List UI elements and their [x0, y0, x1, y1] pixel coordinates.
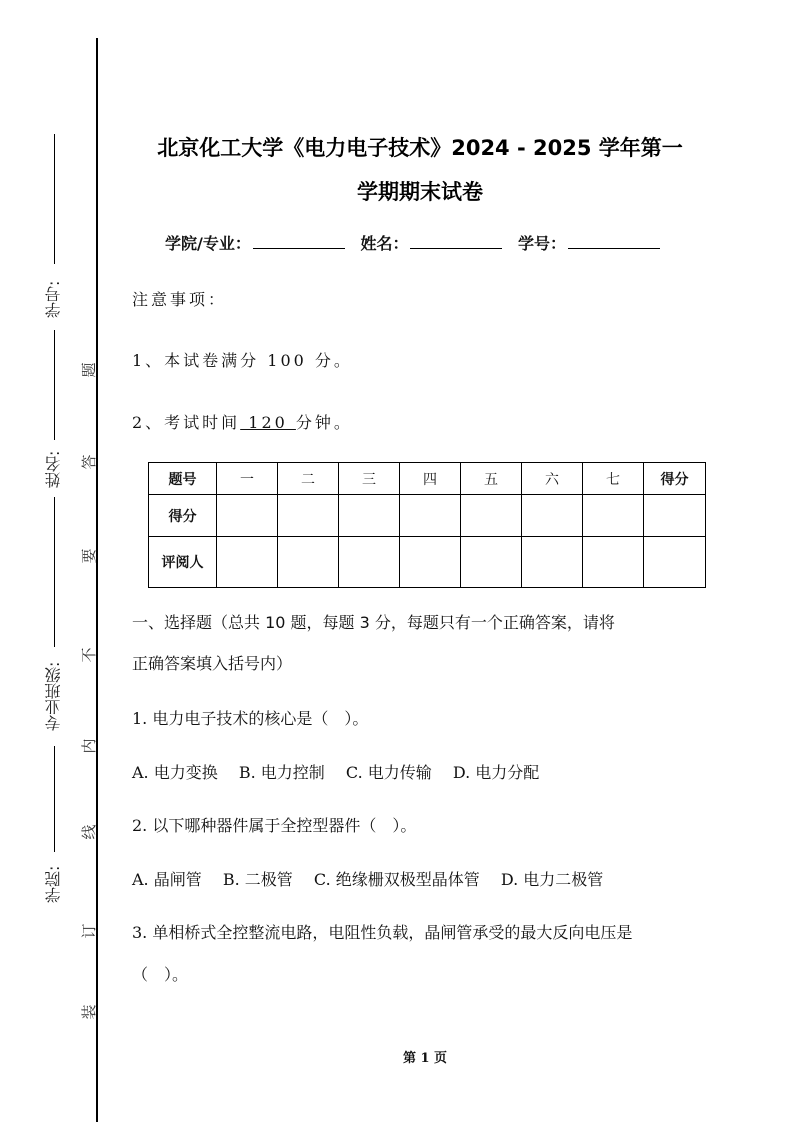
- seal-char: 答: [80, 454, 98, 470]
- option-key: A.: [132, 763, 149, 782]
- table-header-cell: 一: [217, 463, 278, 495]
- score-cell[interactable]: [339, 495, 400, 537]
- exam-title-line2: 学期期末试卷: [357, 180, 483, 204]
- option-b[interactable]: [239, 760, 325, 783]
- option-text: 电力控制: [260, 763, 325, 782]
- option-text: 电力变换: [153, 763, 218, 782]
- row-label: 评阅人: [149, 537, 217, 588]
- option-text: 晶闸管: [153, 870, 202, 889]
- score-cell[interactable]: [278, 495, 339, 537]
- question-text: 电力电子技术的核心是（ ）。: [152, 709, 369, 728]
- table-header-cell: 四: [400, 463, 461, 495]
- seal-char: 线: [80, 824, 98, 840]
- table-header-cell: 得分: [644, 463, 706, 495]
- table-header-cell: 题号: [149, 463, 217, 495]
- grader-cell[interactable]: [461, 537, 522, 588]
- seal-char: 要: [80, 548, 98, 564]
- option-text: 电力二极管: [523, 870, 604, 889]
- table-header-cell: 二: [278, 463, 339, 495]
- student-id-label: 学号：: [518, 234, 567, 253]
- table-header-cell: 六: [522, 463, 583, 495]
- row-label: 得分: [149, 495, 217, 537]
- table-header-row: [149, 463, 706, 495]
- question-3: [132, 920, 632, 943]
- seal-char: 订: [80, 923, 98, 939]
- grader-cell[interactable]: [339, 537, 400, 588]
- margin-label-college: 学院:: [44, 865, 63, 903]
- section1-instruction-line1: 一、选择题（总共 10 题，每题 3 分，每题只有一个正确答案，请将: [132, 613, 615, 632]
- score-cell[interactable]: [400, 495, 461, 537]
- question-text: 单相桥式全控整流电路，电阻性负载，晶闸管承受的最大反向电压是: [152, 923, 633, 942]
- binding-line: [96, 38, 98, 1122]
- option-key: D.: [500, 870, 519, 889]
- option-a[interactable]: [132, 867, 202, 890]
- note-item-1: 1、本试卷满分 100 分。: [132, 351, 353, 370]
- seal-char: 不: [80, 647, 98, 663]
- option-key: C.: [345, 763, 363, 782]
- table-row-score: [149, 495, 706, 537]
- college-major-label: 学院/专业：: [165, 234, 251, 253]
- page-number: 第 1 页: [402, 1051, 448, 1066]
- note-item-2-suffix: 分钟。: [295, 413, 353, 432]
- question-2-options: [132, 867, 619, 890]
- option-text: 绝缘栅双极型晶体管: [335, 870, 480, 889]
- fill-line-segment: [54, 746, 55, 852]
- fill-line-segment: [54, 497, 55, 647]
- score-cell[interactable]: [583, 495, 644, 537]
- notes-heading: 注意事项：: [132, 290, 228, 309]
- note-item-2-prefix: 2、考试时间: [132, 413, 241, 432]
- grader-cell[interactable]: [400, 537, 461, 588]
- grader-cell[interactable]: [217, 537, 278, 588]
- name-field[interactable]: [410, 234, 502, 249]
- fill-line-segment: [54, 134, 55, 264]
- margin-label-major-class: 专业班级:: [44, 661, 63, 731]
- option-text: 电力传输: [367, 763, 432, 782]
- seal-char: 装: [80, 1004, 98, 1020]
- option-key: A.: [132, 870, 149, 889]
- margin-label-student-id: 学号:: [44, 280, 63, 318]
- note-item-2: [132, 410, 353, 433]
- option-d[interactable]: [501, 867, 603, 890]
- option-c[interactable]: [314, 867, 480, 890]
- option-c[interactable]: [346, 760, 432, 783]
- option-text: 电力分配: [475, 763, 540, 782]
- score-table: [148, 462, 706, 588]
- college-major-field[interactable]: [253, 234, 345, 249]
- exam-duration-value: 120: [240, 413, 296, 432]
- question-2: [132, 813, 416, 836]
- fill-line-segment: [54, 330, 55, 440]
- option-key: C.: [313, 870, 331, 889]
- option-b[interactable]: [223, 867, 293, 890]
- table-header-cell: 七: [583, 463, 644, 495]
- option-a[interactable]: [132, 760, 218, 783]
- exam-title-line1: 北京化工大学《电力电子技术》2024 - 2025 学年第一: [157, 136, 683, 160]
- option-key: B.: [238, 763, 256, 782]
- name-label: 姓名：: [360, 234, 409, 253]
- seal-char: 内: [80, 738, 98, 754]
- table-header-cell: 三: [339, 463, 400, 495]
- score-cell[interactable]: [644, 495, 706, 537]
- question-number: 2.: [132, 816, 148, 835]
- student-id-field[interactable]: [568, 234, 660, 249]
- table-row-grader: [149, 537, 706, 588]
- section1-instruction-line2: 正确答案填入括号内）: [132, 654, 293, 673]
- grader-cell[interactable]: [522, 537, 583, 588]
- question-1: [132, 706, 368, 729]
- student-info-line: [165, 231, 670, 254]
- score-cell[interactable]: [461, 495, 522, 537]
- score-cell[interactable]: [217, 495, 278, 537]
- grader-cell[interactable]: [278, 537, 339, 588]
- score-cell[interactable]: [522, 495, 583, 537]
- question-number: 1.: [132, 709, 148, 728]
- option-key: D.: [452, 763, 471, 782]
- grader-cell[interactable]: [644, 537, 706, 588]
- margin-label-name: 姓名:: [44, 450, 63, 488]
- seal-char: 题: [80, 362, 98, 378]
- table-header-cell: 五: [461, 463, 522, 495]
- question-number: 3.: [132, 923, 148, 942]
- grader-cell[interactable]: [583, 537, 644, 588]
- option-key: B.: [222, 870, 240, 889]
- question-1-options: [132, 760, 555, 783]
- option-d[interactable]: [453, 760, 539, 783]
- question-text: 以下哪种器件属于全控型器件（ ）。: [152, 816, 417, 835]
- question-3-continuation: （ ）。: [132, 965, 189, 984]
- option-text: 二极管: [244, 870, 293, 889]
